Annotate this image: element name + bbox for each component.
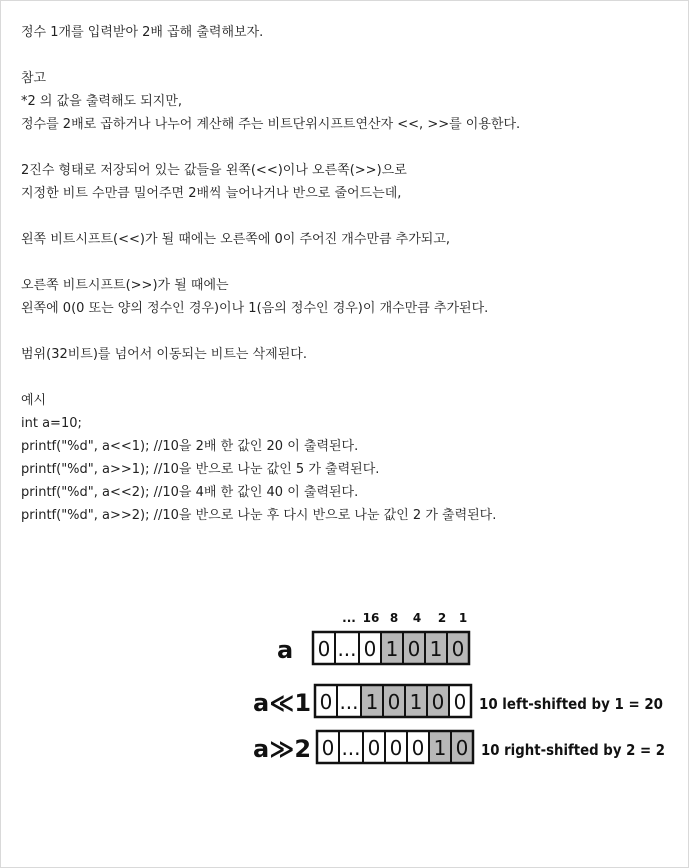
- blank-line: [21, 366, 671, 389]
- text-line: 예시: [21, 393, 47, 408]
- blank-line: [21, 251, 671, 274]
- place-value-label: 1: [458, 611, 468, 625]
- bit-shift-illustration: [249, 606, 679, 776]
- blank-line: [21, 320, 671, 343]
- place-value-label: 4: [412, 611, 422, 625]
- blank-line: [21, 136, 671, 159]
- bit-value: 0: [363, 637, 377, 661]
- row-label: a≪1: [253, 689, 312, 717]
- bit-value: 0: [411, 736, 425, 760]
- text-line: 왼쪽에 0(0 또는 양의 정수인 경우)이나 1(음의 정수인 경우)이 개수만큼 추가된다.: [21, 301, 489, 316]
- bit-value: 0: [453, 690, 467, 714]
- text-line: printf("%d", a>>2); //10을 반으로 나눈 후 다시 반으로 나눈 값인 2 가 출력된다.: [21, 508, 497, 523]
- text-line: 참고: [21, 71, 47, 86]
- text-line: printf("%d", a<<2); //10을 4배 한 값인 40 이 출력된다.: [21, 485, 359, 500]
- bit-value: 1: [385, 637, 399, 661]
- shift-result-note: 10 right-shifted by 2 = 2: [481, 741, 665, 759]
- bit-value: 0: [319, 690, 333, 714]
- text-line: 오른쪽 비트시프트(>>)가 될 때에는: [21, 278, 229, 293]
- text-line: 왼쪽 비트시프트(<<)가 될 때에는 오른쪽에 0이 주어진 개수만큼 추가되고,: [21, 232, 451, 247]
- place-value-label: 8: [389, 611, 399, 625]
- bit-value: 0: [387, 690, 401, 714]
- bit-value: 0: [317, 637, 331, 661]
- bit-value: 1: [409, 690, 423, 714]
- bit-value: 0: [367, 736, 381, 760]
- row-label: a: [277, 636, 294, 664]
- text-line: 정수 1개를 입력받아 2배 곱해 출력해보자.: [21, 25, 264, 40]
- text-line: 지정한 비트 수만큼 밀어주면 2배씩 늘어나거나 반으로 줄어드는데,: [21, 186, 402, 201]
- bit-value: 1: [433, 736, 447, 760]
- bit-value: 0: [321, 736, 335, 760]
- blank-line: [21, 205, 671, 228]
- bit-value: 0: [431, 690, 445, 714]
- text-line: 범위(32비트)를 넘어서 이동되는 비트는 삭제된다.: [21, 347, 307, 362]
- text-line: 2진수 형태로 저장되어 있는 값들을 왼쪽(<<)이나 오른쪽(>>)으로: [21, 163, 407, 178]
- bit-value: ...: [341, 736, 361, 760]
- place-value-label: ...: [342, 611, 356, 625]
- place-value-label: 16: [362, 611, 380, 625]
- bit-value: 0: [455, 736, 469, 760]
- bit-value: 1: [429, 637, 443, 661]
- place-value-label: 2: [437, 611, 447, 625]
- bit-shift-diagram: [249, 606, 679, 776]
- blank-line: [21, 44, 671, 67]
- bit-value: 0: [451, 637, 465, 661]
- bit-value: ...: [337, 637, 357, 661]
- text-line: *2 의 값을 출력해도 되지만,: [21, 94, 183, 109]
- text-line: printf("%d", a<<1); //10을 2배 한 값인 20 이 출력된다.: [21, 439, 359, 454]
- row-label: a≫2: [253, 735, 312, 763]
- bit-value: 0: [407, 637, 421, 661]
- bit-value: 0: [389, 736, 403, 760]
- text-line: int a=10;: [21, 416, 82, 431]
- shift-result-note: 10 left-shifted by 1 = 20: [479, 695, 663, 713]
- text-line: 정수를 2배로 곱하거나 나누어 계산해 주는 비트단위시프트연산자 <<, >>를 이용한다.: [21, 117, 521, 132]
- problem-description: [21, 21, 671, 527]
- text-line: printf("%d", a>>1); //10을 반으로 나눈 값인 5 가 출력된다.: [21, 462, 380, 477]
- bit-value: 1: [365, 690, 379, 714]
- bit-value: ...: [339, 690, 359, 714]
